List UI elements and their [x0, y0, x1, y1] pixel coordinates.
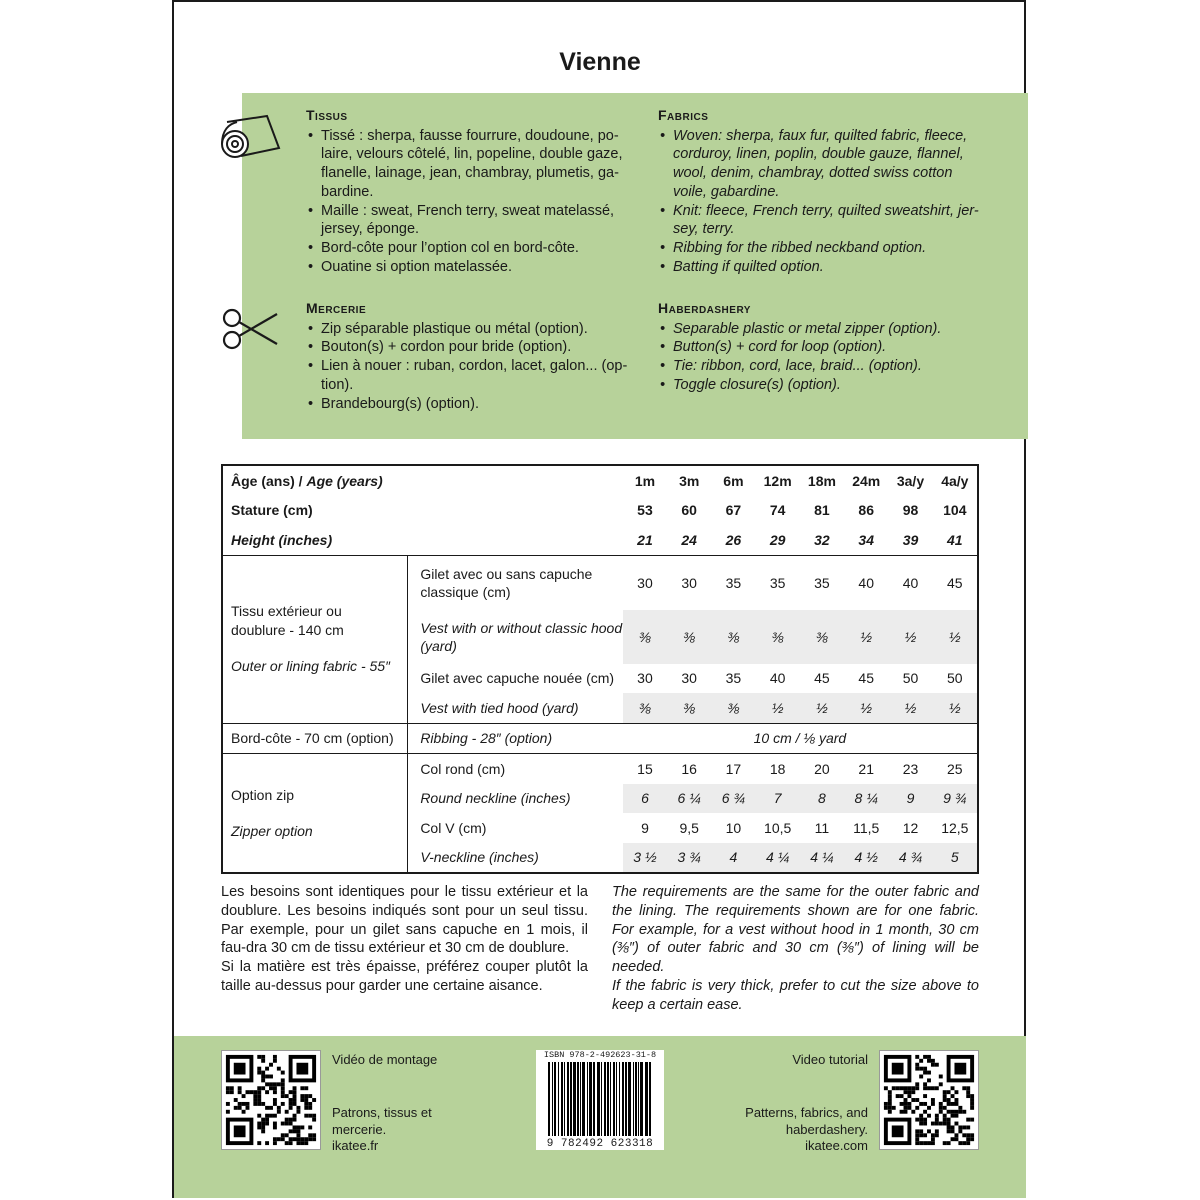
table-cell: 45	[858, 670, 874, 687]
table-row	[222, 754, 978, 784]
table-cell: 35	[725, 670, 742, 687]
table-cell: ½	[844, 610, 888, 664]
table-cell: 67	[725, 502, 742, 519]
table-cell: ⅜	[800, 610, 844, 664]
list-item: • Woven: sherpa, faux fur, quilted fabric, fleece, corduroy, linen, poplin, double gauze, flannel, wool, denim, chambray, dotted swiss cotton voile, gabardine.	[658, 127, 980, 202]
notes-fr-p1: Les besoins sont identiques pour le tissu extérieur et la doublure. Les besoins indiqués sont pour un seul tissu. Par exemple, pour un gilet sans capuche en 1 mois, il fau-dra 30 cm de tissu extérieur et 30 cm de doublure.	[221, 884, 588, 957]
table-cell: 35	[711, 555, 755, 610]
table-cell: 8	[800, 784, 844, 814]
notes-en-p1: The requirements are the same for the outer fabric and the lining. The requirements shown are for one fabric. For example, for a vest without hood in 1 month, 30 cm (⅜″) of outer fabric and 30 cm (⅜″) of lining will be needed.	[612, 884, 979, 976]
table-cell: ⅜	[756, 610, 800, 664]
video-label-fr: Vidéo de montage	[332, 1052, 438, 1067]
row-label: Vest with tied hood (yard)	[420, 699, 579, 716]
table-cell: ½	[888, 610, 932, 664]
ribbing-label-fr: Bord-côte - 70 cm (option)	[222, 723, 408, 754]
table-cell: 41	[947, 531, 963, 548]
table-cell: 7	[756, 784, 800, 814]
table-cell: 45	[814, 670, 830, 687]
fabric-roll-icon	[219, 112, 281, 164]
table-cell: 30	[637, 670, 653, 687]
table-cell: 9,5	[679, 819, 699, 836]
size-header: 18m	[807, 472, 836, 489]
zip-label-en: Zipper option	[231, 823, 313, 839]
table-cell: 30	[667, 555, 711, 610]
site-fr-link[interactable]: ikatee.fr	[332, 1138, 379, 1153]
barcode-bars	[536, 1060, 664, 1138]
list-item: • Knit: fleece, French terry, quilted sweatshirt, jer-sey, terry.	[658, 202, 980, 239]
page-title: Vienne	[559, 48, 641, 76]
table-cell: 53	[637, 502, 653, 519]
table-cell: 4 ¼	[756, 843, 800, 874]
table-cell: 18	[756, 754, 800, 784]
size-header: 6m	[723, 472, 744, 489]
table-cell: ½	[933, 610, 978, 664]
table-row	[222, 723, 978, 754]
table-cell: 60	[681, 502, 697, 519]
stature-label: Stature (cm)	[231, 502, 313, 519]
table-cell: 39	[902, 531, 919, 548]
height-label: Height (inches)	[231, 531, 333, 548]
table-cell: ⅜	[623, 610, 667, 664]
scissors-icon	[221, 306, 279, 352]
table-cell: ½	[888, 693, 932, 723]
table-cell: 5	[933, 843, 978, 874]
table-cell: 40	[769, 670, 786, 687]
list-item: • Batting if quilted option.	[658, 258, 980, 277]
size-header: 3a/y	[896, 472, 925, 489]
table-cell: 4	[711, 843, 755, 874]
age-label-fr: Âge (ans) /	[231, 472, 307, 489]
row-label: V-neckline (inches)	[420, 849, 539, 866]
size-header: 4a/y	[941, 472, 969, 489]
table-cell: 34	[858, 531, 874, 548]
table-cell: 15	[623, 754, 667, 784]
list-item: • Brandebourg(s) (option).	[306, 395, 628, 414]
fabrics-fr	[306, 106, 628, 276]
row-label: Round neckline (inches)	[420, 790, 571, 807]
table-cell: ⅜	[623, 693, 667, 723]
list-item: • Toggle closure(s) (option).	[658, 376, 980, 395]
video-label-en: Video tutorial	[792, 1052, 868, 1067]
table-row	[222, 496, 978, 526]
notions-fr-heading: Mercerie	[306, 300, 367, 316]
list-item: • Tissé : sherpa, fausse fourrure, doudoune, po-laire, velours côtelé, lin, popeline, double gaze, flanelle, lainage, jean, chambray, plumetis, ga-bardine.	[306, 127, 628, 202]
notes-fr	[221, 883, 588, 996]
shop-label-en: Patterns, fabrics, and haberdashery.	[745, 1105, 868, 1137]
outer-fabric-label-fr: Tissu extérieur ou doublure - 140 cm	[231, 603, 344, 638]
table-cell: 25	[933, 754, 978, 784]
table-cell: 20	[800, 754, 844, 784]
size-header: 3m	[679, 472, 700, 489]
row-label: Vest with or without classic hood (yard)	[420, 619, 623, 654]
table-cell: 23	[888, 754, 932, 784]
table-row	[222, 555, 978, 610]
table-cell: 11	[814, 819, 830, 836]
row-label: Gilet avec capuche nouée (cm)	[420, 670, 615, 687]
table-cell: ⅜	[711, 610, 755, 664]
table-cell: 8 ¼	[844, 784, 888, 814]
table-cell: ½	[933, 693, 978, 723]
table-cell: 21	[637, 531, 653, 548]
barcode-icon	[536, 1050, 664, 1160]
table-cell: 16	[667, 754, 711, 784]
fabrics-en	[658, 106, 980, 276]
notes-fr-p2: Si la matière est très épaisse, préférez couper plutôt la taille au-dessus pour garder une certaine aisance.	[221, 959, 588, 994]
table-cell: 86	[858, 502, 874, 519]
table-cell: 12,5	[941, 819, 969, 836]
table-cell: 24	[681, 531, 697, 548]
list-item: • Ouatine si option matelassée.	[306, 258, 628, 277]
ribbing-value: 10 cm / ⅛ yard	[623, 723, 978, 754]
outer-fabric-label-en: Outer or lining fabric - 55″	[231, 658, 391, 675]
table-row	[222, 525, 978, 555]
notions-en	[658, 299, 980, 395]
table-cell: 12	[902, 819, 919, 836]
table-cell: 4 ¼	[800, 843, 844, 874]
table-cell: ½	[756, 693, 800, 723]
table-cell: 104	[943, 502, 967, 519]
table-cell: ½	[800, 693, 844, 723]
notes-en	[612, 883, 979, 1015]
list-item: • Lien à nouer : ruban, cordon, lacet, galon... (op-tion).	[306, 357, 628, 394]
notions-fr	[306, 299, 628, 413]
notes-en-p2: If the fabric is very thick, prefer to cut the size above to keep a certain ease.	[612, 977, 979, 1013]
table-cell: 74	[769, 502, 786, 519]
row-label: Gilet avec ou sans capuche classique (cm)	[408, 555, 623, 610]
table-cell: 6 ¾	[711, 784, 755, 814]
table-cell: 32	[814, 531, 830, 548]
qr-code-icon[interactable]	[221, 1050, 321, 1150]
list-item: • Bouton(s) + cordon pour bride (option).	[306, 338, 628, 357]
table-cell: 81	[814, 502, 830, 519]
table-cell: 10	[725, 819, 742, 836]
isbn-text: ISBN 978-2-492623-31-8	[536, 1050, 664, 1060]
table-cell: ⅜	[711, 693, 755, 723]
table-cell: 29	[769, 531, 786, 548]
table-cell: 9	[641, 819, 649, 836]
table-cell: 50	[902, 670, 919, 687]
list-item: • Tie: ribbon, cord, lace, braid... (option).	[658, 357, 980, 376]
size-header: 24m	[852, 472, 881, 489]
size-header: 12m	[763, 472, 792, 489]
shop-label-fr: Patrons, tissus et mercerie.	[332, 1105, 432, 1137]
table-cell: 30	[681, 670, 697, 687]
age-label-en: Age (years)	[306, 472, 383, 489]
barcode-number: 9 782492 623318	[536, 1138, 664, 1150]
table-cell: 26	[725, 531, 742, 548]
table-cell: ⅜	[667, 610, 711, 664]
table-cell: 9	[888, 784, 932, 814]
table-cell: 9 ¾	[933, 784, 978, 814]
table-cell: 98	[902, 502, 919, 519]
table-cell: 4 ¾	[888, 843, 932, 874]
table-cell: 40	[888, 555, 932, 610]
table-cell: ½	[844, 693, 888, 723]
zip-label-fr: Option zip	[231, 786, 295, 803]
row-label: Col V (cm)	[420, 819, 487, 836]
list-item: • Button(s) + cord for loop (option).	[658, 338, 980, 357]
table-cell: 21	[844, 754, 888, 784]
table-cell: 45	[933, 555, 978, 610]
list-item: • Separable plastic or metal zipper (option).	[658, 320, 980, 339]
row-label: Col rond (cm)	[408, 754, 623, 784]
list-item: • Bord-côte pour l’option col en bord-côte.	[306, 239, 628, 258]
qr-code-icon[interactable]	[879, 1050, 979, 1150]
table-cell: 35	[756, 555, 800, 610]
size-chart-table	[221, 464, 979, 874]
list-item: • Zip séparable plastique ou métal (option).	[306, 320, 628, 339]
ribbing-label-en: Ribbing - 28″ (option)	[408, 723, 623, 754]
table-cell: 6	[623, 784, 667, 814]
table-cell: 10,5	[764, 819, 792, 836]
fabrics-fr-heading: Tissus	[306, 107, 348, 123]
site-en-link[interactable]: ikatee.com	[805, 1138, 868, 1153]
table-cell: 4 ½	[844, 843, 888, 874]
table-cell: ⅜	[667, 693, 711, 723]
list-item: • Maille : sweat, French terry, sweat matelassé, jersey, éponge.	[306, 202, 628, 239]
table-cell: 40	[844, 555, 888, 610]
notions-en-heading: Haberdashery	[658, 300, 751, 316]
table-cell: 3 ¾	[667, 843, 711, 874]
table-row	[222, 465, 978, 496]
table-cell: 50	[947, 670, 963, 687]
fabrics-en-heading: Fabrics	[658, 107, 709, 123]
list-item: • Ribbing for the ribbed neckband option.	[658, 239, 980, 258]
table-cell: 11,5	[853, 819, 880, 836]
table-cell: 30	[623, 555, 667, 610]
table-cell: 17	[711, 754, 755, 784]
table-cell: 6 ¼	[667, 784, 711, 814]
table-cell: 3 ½	[623, 843, 667, 874]
size-header: 1m	[634, 472, 656, 489]
table-cell: 35	[800, 555, 844, 610]
